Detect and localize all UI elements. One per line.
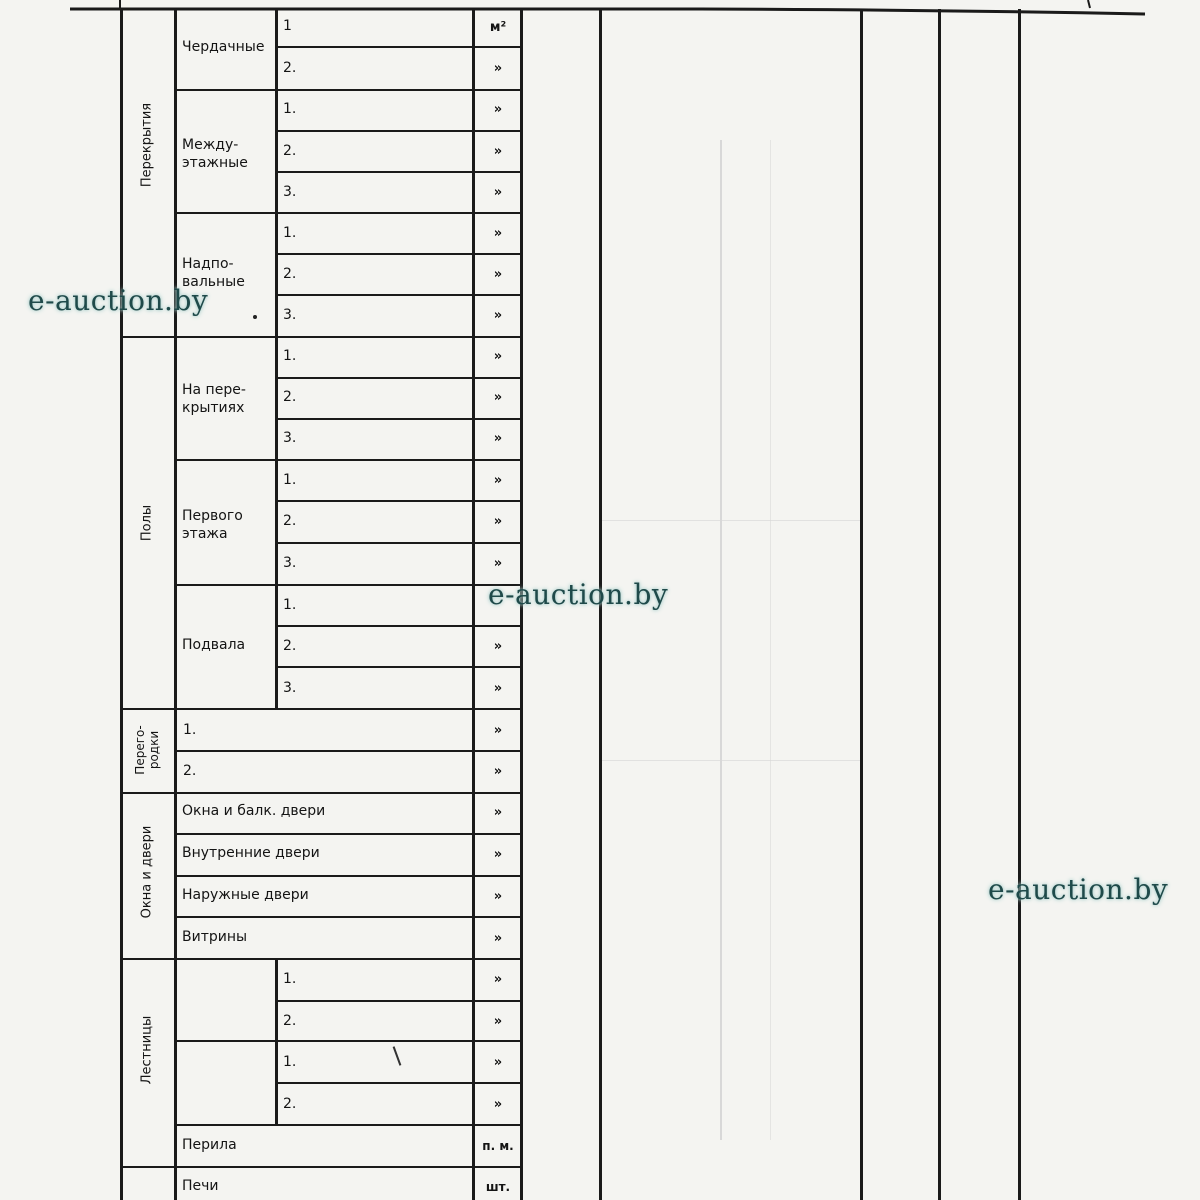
unit-cell: » [493, 61, 503, 76]
row-line [275, 666, 522, 668]
section-label-ceilings: Перекрытия [139, 102, 155, 188]
row-number: 2. [283, 389, 297, 405]
unit-cell: » [493, 639, 503, 654]
row-number: 3. [283, 680, 297, 696]
unit-cell: м² [489, 20, 507, 35]
row-number: 1 [283, 18, 292, 34]
section-label-floors: Полы [139, 504, 155, 542]
row-line [275, 130, 522, 132]
row-line [275, 500, 522, 502]
col-divider [275, 9, 278, 709]
row-number: 1. [283, 225, 297, 241]
section-line [120, 792, 522, 794]
col-divider [174, 9, 177, 1200]
section-label-partitions: Перего-родки [133, 725, 161, 775]
unit-cell: » [493, 764, 503, 779]
unit-cell: » [493, 431, 503, 446]
row-number: 1. [283, 971, 297, 987]
watermark: e-auction.by [28, 284, 209, 317]
group-line [174, 584, 522, 586]
row-line [174, 916, 522, 918]
row-line [275, 625, 522, 627]
unit-cell: » [493, 514, 503, 529]
row-number: 2. [283, 266, 297, 282]
unit-cell: » [493, 889, 503, 904]
unit-cell: » [493, 1055, 503, 1070]
label-basement: Подвала [182, 637, 246, 653]
label-railings: Перила [182, 1137, 237, 1153]
ink-mark [393, 1046, 402, 1065]
label-attic: Чердачные [182, 39, 265, 55]
row-line [275, 377, 522, 379]
col-divider [938, 9, 941, 1200]
ink-speck [253, 315, 257, 319]
label-stoves: Печи [182, 1178, 219, 1194]
row-number: 1. [283, 1054, 297, 1070]
unit-cell: » [493, 681, 503, 696]
section-line [120, 336, 522, 338]
faint-grid-line [770, 140, 771, 1140]
unit-cell: » [493, 723, 503, 738]
row-number: 2. [283, 1096, 297, 1112]
col-divider [860, 9, 863, 1200]
row-line [275, 542, 522, 544]
unit-cell: » [493, 226, 503, 241]
col-divider [275, 960, 278, 1125]
table-border-left [120, 9, 123, 1200]
col-divider [1018, 9, 1021, 1200]
section-line [120, 708, 522, 710]
unit-cell: » [493, 1097, 503, 1112]
label-shop-windows: Витрины [182, 929, 248, 945]
unit-cell: » [493, 185, 503, 200]
unit-cell: » [493, 349, 503, 364]
faint-grid-line [720, 140, 722, 1140]
section-label-stairs: Лестницы [139, 1015, 155, 1085]
row-line [174, 833, 522, 835]
row-number: 3. [283, 184, 297, 200]
row-line [275, 46, 522, 48]
row-number: 1. [183, 722, 197, 738]
section-line [120, 958, 522, 960]
label-basement-over: Надпо-вальные [182, 256, 245, 290]
faint-grid-line [600, 760, 860, 761]
row-number: 2. [283, 60, 297, 76]
watermark: e-auction.by [488, 578, 669, 611]
group-line [174, 212, 522, 214]
row-number: 1. [283, 472, 297, 488]
row-number: 1. [283, 348, 297, 364]
row-number: 2. [283, 1013, 297, 1029]
unit-cell: » [493, 473, 503, 488]
row-number: 1. [283, 597, 297, 613]
watermark: e-auction.by [988, 873, 1169, 906]
unit-cell: » [493, 972, 503, 987]
row-line [275, 294, 522, 296]
section-line [120, 1166, 522, 1168]
row-line [275, 253, 522, 255]
label-first-floor: Первого этажа [182, 508, 243, 542]
row-line [275, 1082, 522, 1084]
unit-cell: » [493, 556, 503, 571]
row-line [174, 875, 522, 877]
row-number: 2. [283, 638, 297, 654]
label-internal-doors: Внутренние двери [182, 845, 320, 861]
group-line [174, 459, 522, 461]
row-line [275, 1000, 522, 1002]
unit-cell: » [493, 144, 503, 159]
unit-cell: » [493, 390, 503, 405]
unit-cell: » [493, 308, 503, 323]
unit-cell: » [493, 1014, 503, 1029]
row-line [275, 418, 522, 420]
unit-cell: п. м. [482, 1139, 514, 1153]
faint-grid-line [600, 520, 860, 521]
row-number: 2. [283, 143, 297, 159]
unit-cell: » [493, 931, 503, 946]
unit-cell: » [493, 102, 503, 117]
unit-cell: » [493, 847, 503, 862]
row-number: 3. [283, 307, 297, 323]
unit-cell: » [493, 805, 503, 820]
section-label-windows-doors: Окна и двери [139, 825, 155, 919]
group-line [174, 1040, 522, 1042]
row-number: 3. [283, 430, 297, 446]
label-windows-balcony-doors: Окна и балк. двери [182, 803, 326, 819]
unit-cell: шт. [485, 1180, 511, 1194]
group-line [174, 1124, 522, 1126]
group-line [174, 89, 522, 91]
row-number: 2. [283, 513, 297, 529]
row-number: 3. [283, 555, 297, 571]
row-number: 2. [183, 763, 197, 779]
label-external-doors: Наружные двери [182, 887, 309, 903]
row-line [174, 750, 522, 752]
row-number: 1. [283, 101, 297, 117]
row-line [275, 171, 522, 173]
label-interfloor: Между-этажные [182, 137, 248, 171]
unit-cell: » [493, 267, 503, 282]
label-on-ceilings: На пере-крытиях [182, 382, 246, 416]
